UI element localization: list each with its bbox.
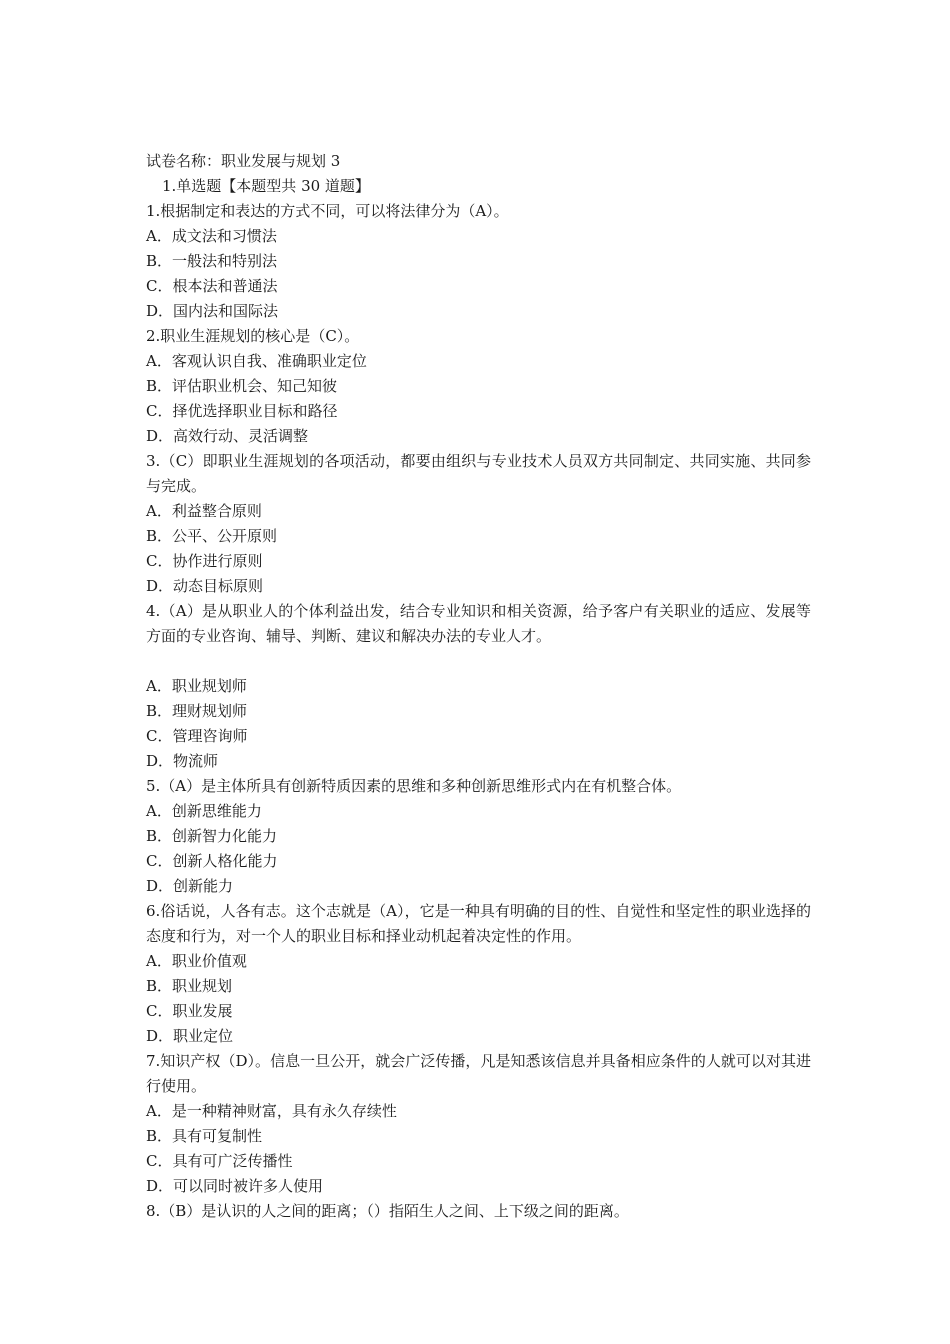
option-d: D．动态目标原则: [146, 577, 264, 595]
option-b: B．创新智力化能力: [146, 827, 278, 845]
option-b: B．具有可复制性: [146, 1127, 263, 1145]
option-a: A．创新思维能力: [146, 802, 262, 820]
option-d: D．创新能力: [146, 877, 234, 895]
question-5: 5.（A）是主体所具有创新特质因素的思维和多种创新思维形式内在有机整合体。: [146, 777, 682, 795]
question-7: 7.知识产权（D）。信息一旦公开，就会广泛传播，凡是知悉该信息并具备相应条件的人就可以对其进行使用。: [146, 1052, 811, 1095]
option-c: C．创新人格化能力: [146, 852, 278, 870]
option-b: B．职业规划: [146, 977, 233, 995]
option-a: A．职业价值观: [146, 952, 247, 970]
option-c: C．管理咨询师: [146, 727, 248, 745]
option-b: B．理财规划师: [146, 702, 248, 720]
option-d: D．可以同时被许多人使用: [146, 1177, 324, 1195]
question-2: 2.职业生涯规划的核心是（C）。: [146, 327, 360, 345]
option-c: C．协作进行原则: [146, 552, 263, 570]
option-b: B．公平、公开原则: [146, 527, 278, 545]
question-8: 8.（B）是认识的人之间的距离；（）指陌生人之间、上下级之间的距离。: [146, 1202, 629, 1220]
exam-title: 试卷名称：职业发展与规划 3: [146, 152, 341, 170]
question-3: 3.（C）即职业生涯规划的各项活动，都要由组织与专业技术人员双方共同制定、共同实施、共同参与完成。: [146, 452, 811, 495]
option-d: D．职业定位: [146, 1027, 234, 1045]
question-6: 6.俗话说，人各有志。这个志就是（A），它是一种具有明确的目的性、自觉性和坚定性的职业选择的态度和行为，对一个人的职业目标和择业动机起着决定性的作用。: [146, 902, 811, 945]
question-4: 4.（A）是从职业人的个体利益出发，结合专业知识和相关资源，给予客户有关职业的适应、发展等方面的专业咨询、辅导、判断、建议和解决办法的专业人才。: [146, 602, 811, 645]
option-d: D．高效行动、灵活调整: [146, 427, 309, 445]
document-body: [146, 149, 811, 1224]
option-d: D．国内法和国际法: [146, 302, 279, 320]
option-b: B．一般法和特别法: [146, 252, 278, 270]
option-a: A．职业规划师: [146, 677, 247, 695]
option-a: A．客观认识自我、准确职业定位: [146, 352, 367, 370]
blank-line: [146, 649, 811, 674]
option-c: C．具有可广泛传播性: [146, 1152, 293, 1170]
option-b: B．评估职业机会、知己知彼: [146, 377, 338, 395]
section-heading: 1.单选题【本题型共 30 道题】: [162, 177, 370, 195]
option-c: C．根本法和普通法: [146, 277, 278, 295]
option-a: A．是一种精神财富，具有永久存续性: [146, 1102, 397, 1120]
option-a: A．成文法和习惯法: [146, 227, 277, 245]
option-d: D．物流师: [146, 752, 219, 770]
question-1: 1.根据制定和表达的方式不同，可以将法律分为（A）。: [146, 202, 509, 220]
option-c: C．职业发展: [146, 1002, 233, 1020]
option-c: C．择优选择职业目标和路径: [146, 402, 338, 420]
option-a: A．利益整合原则: [146, 502, 262, 520]
